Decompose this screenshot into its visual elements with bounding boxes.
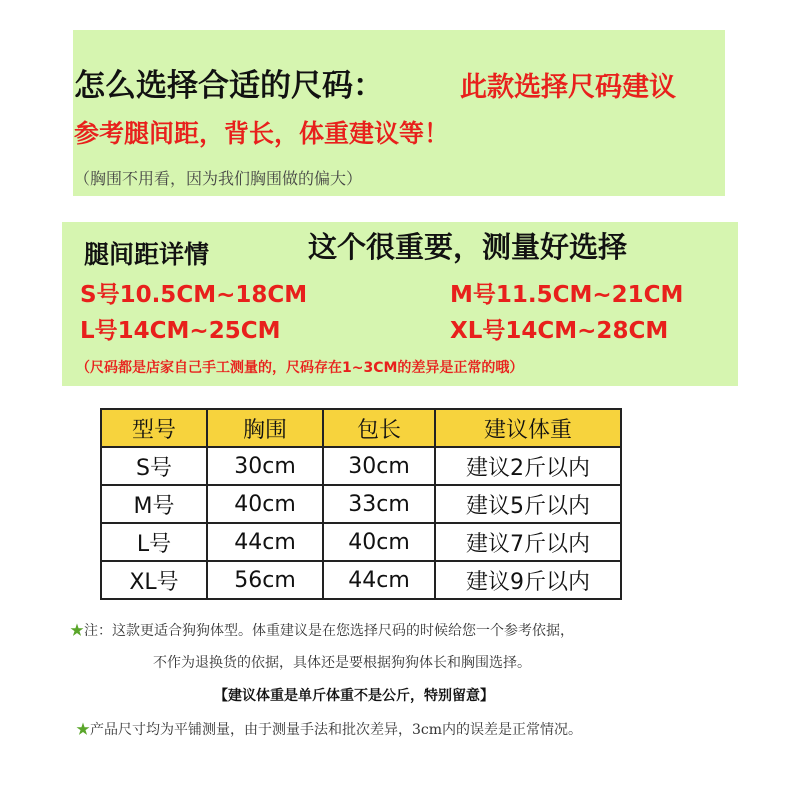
note-1 <box>70 620 574 640</box>
note-4-text: 产品尺寸均为平铺测量，由于测量手法和批次差异，3cm内的误差是正常情况。 <box>90 722 583 738</box>
note-1-text: 注：这款更适合狗狗体型。体重建议是在您选择尺码的时候给您一个参考依据， <box>84 623 574 639</box>
cell-weight: 建议2斤以内 <box>435 447 621 485</box>
header-model: 型号 <box>101 409 207 447</box>
size-l-range: L号14CM~25CM <box>80 318 281 344</box>
table-header-row <box>101 409 621 447</box>
table-row <box>101 561 621 599</box>
cell-model: S号 <box>101 447 207 485</box>
header-length: 包长 <box>323 409 435 447</box>
panel-note: （胸围不用看，因为我们胸围做的偏大） <box>74 169 363 188</box>
leg-spacing-title: 腿间距详情 <box>84 240 210 269</box>
cell-length: 40cm <box>323 523 435 561</box>
panel-title: 怎么选择合适的尺码： <box>74 68 384 104</box>
table-row <box>101 523 621 561</box>
panel-subtitle: 参考腿间距，背长，体重建议等！ <box>74 119 450 148</box>
table-row <box>101 485 621 523</box>
cell-weight: 建议5斤以内 <box>435 485 621 523</box>
table-row <box>101 447 621 485</box>
cell-length: 30cm <box>323 447 435 485</box>
cell-length: 33cm <box>323 485 435 523</box>
leg-spacing-important: 这个很重要，测量好选择 <box>308 230 628 264</box>
size-table <box>100 408 622 600</box>
leg-spacing-note: （尺码都是店家自己手工测量的，尺码存在1~3CM的差异是正常的哦） <box>76 360 524 376</box>
star-icon: ★ <box>76 722 90 738</box>
header-chest: 胸围 <box>207 409 323 447</box>
cell-model: XL号 <box>101 561 207 599</box>
star-icon: ★ <box>70 623 84 639</box>
note-4 <box>76 719 582 739</box>
cell-length: 44cm <box>323 561 435 599</box>
cell-model: L号 <box>101 523 207 561</box>
size-s-range: S号10.5CM~18CM <box>80 282 308 308</box>
cell-chest: 40cm <box>207 485 323 523</box>
cell-chest: 44cm <box>207 523 323 561</box>
header-weight: 建议体重 <box>435 409 621 447</box>
cell-chest: 30cm <box>207 447 323 485</box>
panel-title-red: 此款选择尺码建议 <box>460 72 676 103</box>
size-m-range: M号11.5CM~21CM <box>450 282 684 308</box>
note-3: 【建议体重是单斤体重不是公斤，特别留意】 <box>214 688 494 704</box>
note-2: 不作为退换货的依据，具体还是要根据狗狗体长和胸围选择。 <box>153 655 531 671</box>
cell-chest: 56cm <box>207 561 323 599</box>
cell-model: M号 <box>101 485 207 523</box>
cell-weight: 建议7斤以内 <box>435 523 621 561</box>
cell-weight: 建议9斤以内 <box>435 561 621 599</box>
size-xl-range: XL号14CM~28CM <box>450 318 669 344</box>
